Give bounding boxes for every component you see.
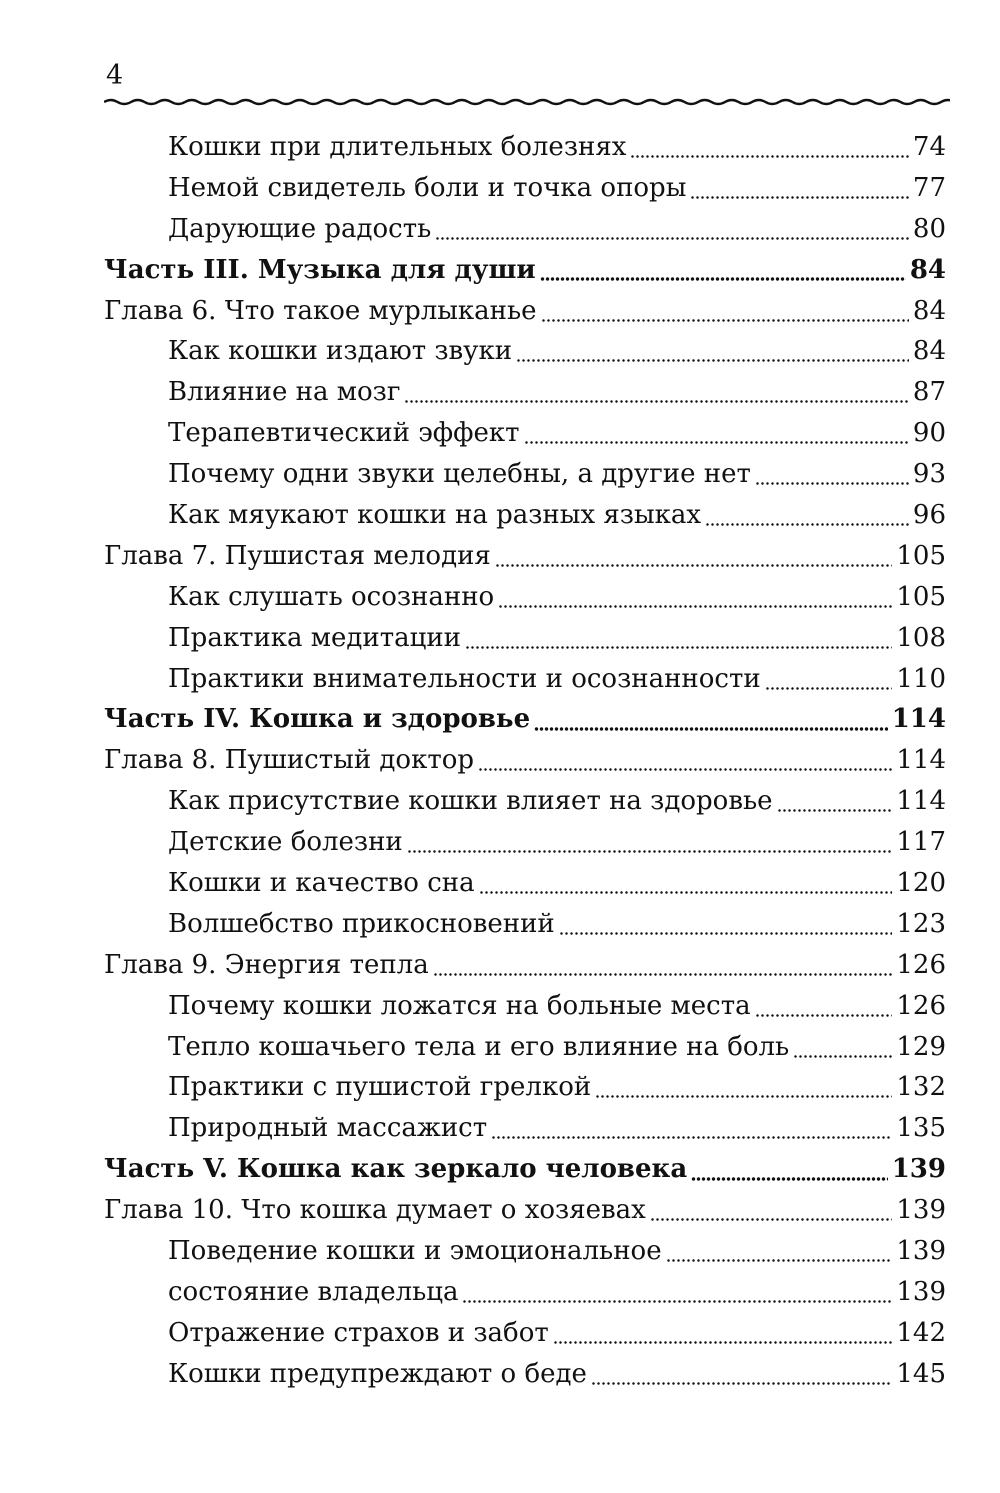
toc-entry-page: 145 <box>896 1358 946 1389</box>
toc-entry-title: Как слушать осознанно <box>168 581 495 612</box>
toc-entry-page: 120 <box>896 868 946 899</box>
toc-entry-title: Немой свидетель боли и точка опоры <box>168 172 687 203</box>
toc-entry-title: Дарующие радость <box>168 213 432 244</box>
dot-leader <box>540 277 906 281</box>
dot-leader <box>404 400 908 403</box>
toc-entry-sub <box>104 822 946 863</box>
toc-entry-title: Практики с пушистой грелкой <box>168 1072 592 1103</box>
toc-entry-sub <box>104 577 946 618</box>
toc-entry-page: 114 <box>896 745 946 776</box>
toc-entry-part <box>104 699 946 740</box>
toc-entry-sub <box>104 454 946 495</box>
toc-entry-page: 123 <box>896 908 946 939</box>
toc-entry-sub <box>104 1027 946 1068</box>
toc-entry-page: 139 <box>896 1276 946 1307</box>
toc-entry-page: 105 <box>896 581 946 612</box>
toc-entry-sub <box>104 168 946 209</box>
toc-entry-sub <box>104 863 946 904</box>
toc-entry-page: 114 <box>891 704 946 735</box>
dot-leader <box>516 359 909 362</box>
toc-entry-title: Поведение кошки и эмоциональное <box>168 1236 662 1267</box>
dot-leader <box>478 768 892 771</box>
toc-entry-title: Кошки предупреждают о беде <box>168 1358 587 1389</box>
toc-entry-page: 74 <box>912 132 946 162</box>
toc-entry-title: Глава 10. Что кошка думает о хозяевах <box>104 1195 646 1226</box>
toc-entry-page: 105 <box>896 540 946 571</box>
toc-entry-title: Как кошки издают звуки <box>168 336 513 367</box>
toc-entry-page: 93 <box>912 459 946 490</box>
toc-entry-page: 87 <box>912 377 946 408</box>
toc-entry-title: Терапевтический эффект <box>168 418 520 449</box>
toc-entry-sub <box>104 618 946 659</box>
toc-entry-sub <box>104 413 946 454</box>
toc-entry-page: 90 <box>912 418 946 449</box>
toc-entry-chapter <box>104 536 946 577</box>
dot-leader <box>479 891 893 894</box>
toc-entry-page: 77 <box>912 172 946 203</box>
toc-entry-page: 96 <box>912 500 946 531</box>
toc-entry-title: Тепло кошачьего тела и его влияние на боль <box>168 1031 790 1062</box>
page-number: 4 <box>106 60 124 91</box>
toc-entry-title: Кошки при длительных болезнях <box>168 132 627 162</box>
dot-leader <box>559 932 893 935</box>
dot-leader <box>765 687 893 690</box>
dot-leader <box>491 1136 892 1139</box>
toc-entry-sub <box>104 1354 946 1395</box>
toc-entry-sub <box>104 904 946 945</box>
toc-entry-title: состояние владельца <box>168 1276 459 1307</box>
dot-leader <box>793 1055 892 1058</box>
toc-entry-sub <box>104 495 946 536</box>
toc-entry-title: Природный массажист <box>168 1113 488 1144</box>
toc-entry-sub <box>104 331 946 372</box>
toc-entry-part <box>104 1149 946 1190</box>
table-of-contents <box>104 127 946 1395</box>
dot-leader <box>755 482 909 485</box>
toc-entry-title: Почему кошки ложатся на больные места <box>168 990 751 1021</box>
toc-entry-page: 132 <box>896 1072 946 1103</box>
dot-leader <box>595 1095 892 1098</box>
dot-leader <box>691 1177 888 1181</box>
dot-leader <box>690 196 909 199</box>
toc-entry-page: 135 <box>896 1113 946 1144</box>
toc-entry-sub <box>104 1272 946 1313</box>
toc-entry-title: Волшебство прикосновений <box>168 908 555 939</box>
toc-entry-page: 108 <box>896 622 946 653</box>
dot-leader <box>433 973 893 976</box>
toc-entry-page: 110 <box>896 663 946 694</box>
toc-entry-title: Почему одни звуки целебны, а другие нет <box>168 459 751 490</box>
toc-entry-title: Детские болезни <box>168 827 403 858</box>
toc-entry-sub <box>104 372 946 413</box>
dot-leader <box>541 319 909 322</box>
dot-leader <box>465 646 892 649</box>
toc-entry-title: Часть III. Музыка для души <box>104 254 536 285</box>
toc-entry-part <box>104 250 946 291</box>
toc-entry-sub <box>104 781 946 822</box>
toc-entry-page: 126 <box>896 949 946 980</box>
toc-entry-sub <box>104 659 946 700</box>
toc-entry-sub <box>104 1067 946 1108</box>
toc-entry-sub <box>104 127 946 168</box>
toc-entry-sub <box>104 1108 946 1149</box>
toc-entry-page: 139 <box>891 1154 946 1185</box>
toc-entry-title: Практика медитации <box>168 622 462 653</box>
dot-leader <box>630 155 909 158</box>
toc-entry-page: 80 <box>912 213 946 244</box>
toc-entry-title: Глава 6. Что такое мурлыканье <box>104 295 537 326</box>
toc-entry-title: Практики внимательности и осознанности <box>168 663 761 694</box>
toc-entry-chapter <box>104 945 946 986</box>
toc-entry-page: 139 <box>896 1236 946 1267</box>
toc-entry-title: Часть V. Кошка как зеркало человека <box>104 1154 688 1185</box>
dot-leader <box>462 1300 892 1303</box>
toc-entry-sub <box>104 1231 946 1272</box>
toc-entry-title: Глава 9. Энергия тепла <box>104 949 429 980</box>
dot-leader <box>534 727 888 731</box>
dot-leader <box>553 1341 893 1344</box>
toc-entry-title: Как мяукают кошки на разных языках <box>168 500 702 531</box>
dot-leader <box>777 809 893 812</box>
toc-entry-title: Глава 7. Пушистая мелодия <box>104 540 491 571</box>
toc-entry-page: 126 <box>896 990 946 1021</box>
toc-entry-chapter <box>104 1190 946 1231</box>
dot-leader <box>705 523 909 526</box>
toc-entry-title: Кошки и качество сна <box>168 868 475 899</box>
toc-entry-title: Отражение страхов и забот <box>168 1317 549 1348</box>
toc-entry-page: 129 <box>896 1031 946 1062</box>
toc-entry-page: 84 <box>912 295 946 326</box>
wave-divider <box>104 92 950 112</box>
toc-entry-sub <box>104 986 946 1027</box>
toc-entry-page: 139 <box>896 1195 946 1226</box>
toc-entry-chapter <box>104 740 946 781</box>
dot-leader <box>524 441 909 444</box>
toc-entry-sub <box>104 1313 946 1354</box>
dot-leader <box>755 1014 893 1017</box>
toc-entry-page: 84 <box>912 336 946 367</box>
dot-leader <box>498 605 892 608</box>
dot-leader <box>495 564 893 567</box>
toc-entry-chapter <box>104 291 946 332</box>
toc-entry-title: Часть IV. Кошка и здоровье <box>104 704 531 735</box>
toc-entry-sub <box>104 209 946 250</box>
dot-leader <box>650 1218 893 1221</box>
dot-leader <box>666 1259 893 1262</box>
dot-leader <box>435 237 909 240</box>
toc-entry-title: Влияние на мозг <box>168 377 401 408</box>
toc-entry-title: Как присутствие кошки влияет на здоровье <box>168 786 773 817</box>
toc-entry-page: 142 <box>896 1317 946 1348</box>
dot-leader <box>407 850 893 853</box>
toc-entry-page: 114 <box>896 786 946 817</box>
toc-entry-title: Глава 8. Пушистый доктор <box>104 745 475 776</box>
toc-entry-page: 117 <box>896 827 946 858</box>
toc-entry-page: 84 <box>909 254 946 285</box>
dot-leader <box>591 1382 892 1385</box>
